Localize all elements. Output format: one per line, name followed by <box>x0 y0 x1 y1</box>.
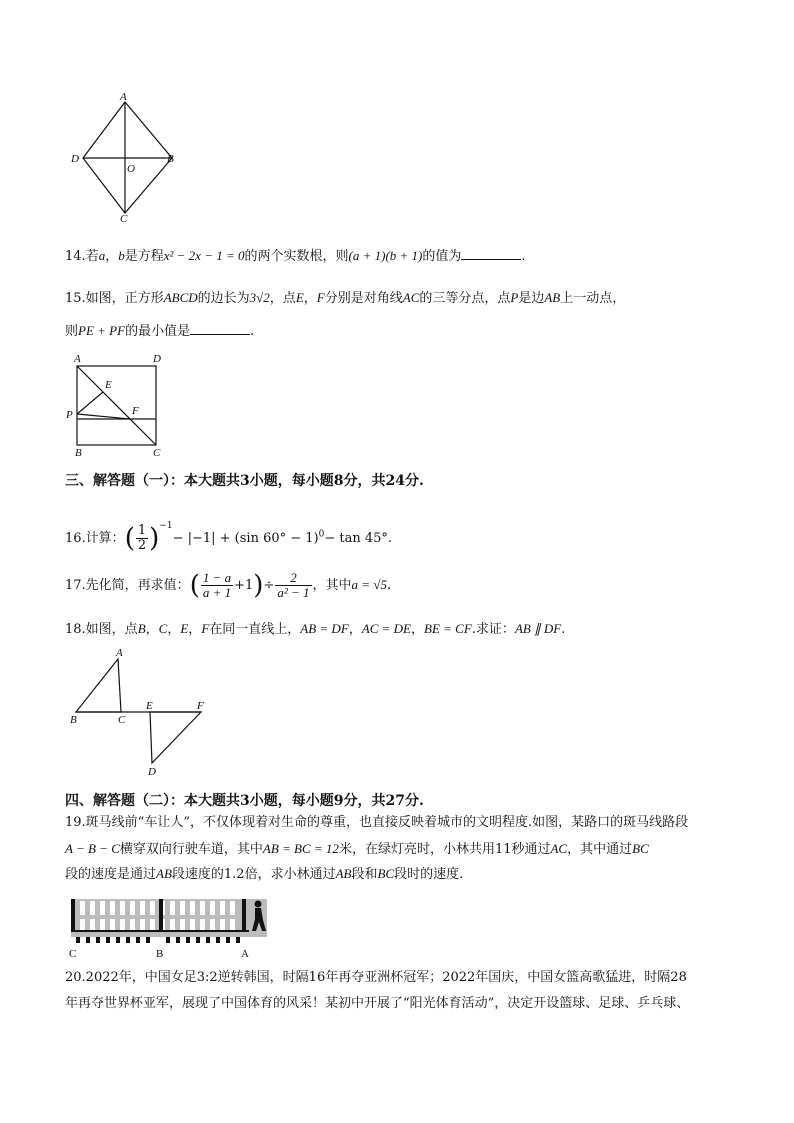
label-a: A <box>116 647 123 659</box>
question-19-line3 <box>65 865 463 884</box>
numerator: 2 <box>275 571 311 586</box>
q19-segment: AC <box>550 841 568 856</box>
q18-text: ， <box>411 622 425 637</box>
q14-text: 是方程 <box>124 249 164 264</box>
q19-text: 米，在绿灯亮时，小林共用11秒通过 <box>338 842 551 857</box>
q15-side-length: 3√2 <box>249 290 270 305</box>
label-f: F <box>132 405 139 417</box>
q18-text: ， <box>348 622 362 637</box>
numerator: 1 − a <box>202 570 232 585</box>
exponent: 0 <box>318 529 325 540</box>
q15-point-f: F <box>316 290 325 305</box>
question-20-line1: 20.2022年，中国女足3:2逆转韩国，时隔16年再夺亚洲杯冠军；2022年国庆，中国女篮高歌猛进，时隔28 <box>65 970 687 985</box>
q18-text: ， <box>188 622 202 637</box>
label-d: D <box>71 153 79 165</box>
question-17 <box>65 565 391 605</box>
label-b: B <box>75 447 82 458</box>
label-e: E <box>105 379 112 391</box>
q14-var-a: a <box>98 248 106 263</box>
q14-text: 的两个实数根，则 <box>244 249 349 264</box>
q15-text: 的三等分点，点 <box>419 291 511 306</box>
q14-number: 14. <box>65 249 86 264</box>
q15-text: 分别是对角线 <box>324 291 403 306</box>
q15-text: 15.如图，正方形 <box>65 291 164 306</box>
q17-text: ，其中 <box>312 578 352 593</box>
q18-text: 18.如图，点 <box>65 622 138 637</box>
label-c: C <box>120 213 128 222</box>
q19-segment: BC <box>377 866 395 881</box>
triangle-def <box>150 712 201 763</box>
label-d: D <box>153 353 161 365</box>
q17-plus: +1 <box>234 578 254 593</box>
q19-segment: AB <box>335 866 352 881</box>
q19-text: 横穿双向行驶车道，其中 <box>119 842 263 857</box>
q15-point-e: E <box>295 290 304 305</box>
fraction-2 <box>275 571 311 600</box>
q18-text: ， <box>145 622 159 637</box>
rhombus-figure <box>66 92 186 222</box>
lower-dashes <box>76 937 240 943</box>
triangle-abc <box>76 659 121 712</box>
question-16 <box>65 508 393 554</box>
zebra-crossing-figure <box>66 895 276 963</box>
label-c: C <box>69 948 77 960</box>
q18-text: 在同一直线上， <box>209 622 301 637</box>
paren-right: ) <box>253 570 264 601</box>
q14-text: 的值为 <box>422 249 462 264</box>
q19-segment: AB <box>156 866 172 881</box>
q15-segment-ab: AB <box>544 290 561 305</box>
q18-goal: AB ∥ DF <box>514 621 562 636</box>
question-20-line2: 年再夺世界杯亚军，展现了中国体育的风采！某初中开展了“阳光体育活动”，决定开设篮球、足球、乒乓球、 <box>65 996 690 1011</box>
diagonal-ac <box>77 366 156 445</box>
paren-right: ) <box>149 523 160 554</box>
label-p: P <box>66 409 73 421</box>
q18-condition: AC = DE <box>361 621 411 636</box>
q19-length: AB = BC = 12 <box>262 841 339 856</box>
q15-text: . <box>250 324 255 339</box>
q15-text: ，点 <box>269 291 296 306</box>
q19-text: 段时的速度. <box>394 867 464 882</box>
label-a: A <box>74 353 81 365</box>
q15-text: 上一动点， <box>560 291 626 306</box>
q19-text: ，其中通过 <box>567 842 633 857</box>
segment-pe <box>77 392 103 414</box>
q17-label: 17.先化简，再求值： <box>65 578 190 593</box>
post-a <box>242 899 246 931</box>
label-a: A <box>241 948 249 960</box>
label-o: O <box>127 163 135 175</box>
q19-text: 段的速度是通过 <box>65 867 157 882</box>
q18-text: . <box>561 622 566 637</box>
section-3-heading: 三、解答题（一）：本大题共3小题，每小题8分，共24分. <box>65 473 424 489</box>
q18-point: B <box>137 621 146 636</box>
q15-text: 的最小值是 <box>125 324 191 339</box>
paren-left: ( <box>124 523 135 554</box>
answer-blank[interactable] <box>461 245 521 260</box>
denominator: a + 1 <box>202 585 232 600</box>
q15-text: ， <box>303 291 317 306</box>
post-b <box>159 899 163 931</box>
answer-blank[interactable] <box>190 320 250 335</box>
q17-text: . <box>386 578 392 593</box>
exponent: −1 <box>159 521 173 531</box>
q17-value: a = √5 <box>351 577 387 592</box>
q19-path: A − B − C <box>65 841 120 856</box>
q15-text: 则 <box>65 324 79 339</box>
q15-segment-ac: AC <box>402 290 420 305</box>
q18-condition: BE = CF <box>424 621 472 636</box>
q18-condition: AB = DF <box>300 621 349 636</box>
triangles-figure <box>64 645 224 780</box>
question-19-line2 <box>65 840 649 859</box>
q14-var-b: b <box>118 248 125 263</box>
label-b: B <box>156 948 164 960</box>
q18-text: .求证： <box>471 622 515 637</box>
q15-expression: PE + PF <box>78 323 126 338</box>
q16-label: 16.计算： <box>65 531 125 546</box>
q18-text: ， <box>167 622 181 637</box>
post-c <box>71 899 75 931</box>
q14-text: ， <box>105 249 119 264</box>
q15-point-p: P <box>510 290 519 305</box>
denominator: a² − 1 <box>277 585 310 600</box>
q15-text: 是边 <box>518 291 545 306</box>
segment-pf <box>77 414 130 419</box>
q15-text: 的边长为 <box>197 291 250 306</box>
q18-point: C <box>158 621 168 636</box>
label-b: B <box>167 153 174 165</box>
fraction-1 <box>201 571 233 600</box>
q14-text: 若 <box>85 249 99 264</box>
q14-text: . <box>521 249 526 264</box>
q14-equation: x² − 2x − 1 = 0 <box>163 248 245 263</box>
question-18 <box>65 620 565 639</box>
label-f: F <box>197 700 204 712</box>
label-a: A <box>120 92 127 103</box>
numerator: 1 <box>137 523 147 538</box>
label-e: E <box>146 700 153 712</box>
q18-point: F <box>201 621 210 636</box>
section-4-heading: 四、解答题（二）：本大题共3小题，每小题9分，共27分. <box>65 793 424 809</box>
q15-square-name: ABCD <box>163 290 198 305</box>
denominator: 2 <box>137 538 147 553</box>
label-c: C <box>118 714 126 726</box>
label-d: D <box>148 766 156 778</box>
label-c: C <box>153 447 161 458</box>
q14-expression: (a + 1)(b + 1) <box>348 248 423 263</box>
q16-expression: − tan 45°. <box>324 531 393 546</box>
q17-divide: ÷ <box>263 578 275 593</box>
label-b: B <box>70 714 77 726</box>
question-15-line1 <box>65 289 625 308</box>
q16-expression: − |−1| + (sin 60° − 1) <box>172 531 319 546</box>
q19-text: 段速度的1.2倍，求小林通过 <box>171 867 336 882</box>
question-14 <box>65 245 526 266</box>
question-19-line1: 19.斑马线前“车让人”，不仅体现着对生命的尊重，也直接反映着城市的文明程度.如图，某路口的斑马线路段 <box>65 815 689 830</box>
q19-segment: BC <box>632 841 649 856</box>
question-15-line2 <box>65 320 254 341</box>
q19-text: 段和 <box>351 867 378 882</box>
square-figure <box>62 348 172 458</box>
paren-left: ( <box>189 570 200 601</box>
q18-point: E <box>180 621 189 636</box>
fraction-half <box>136 524 148 553</box>
